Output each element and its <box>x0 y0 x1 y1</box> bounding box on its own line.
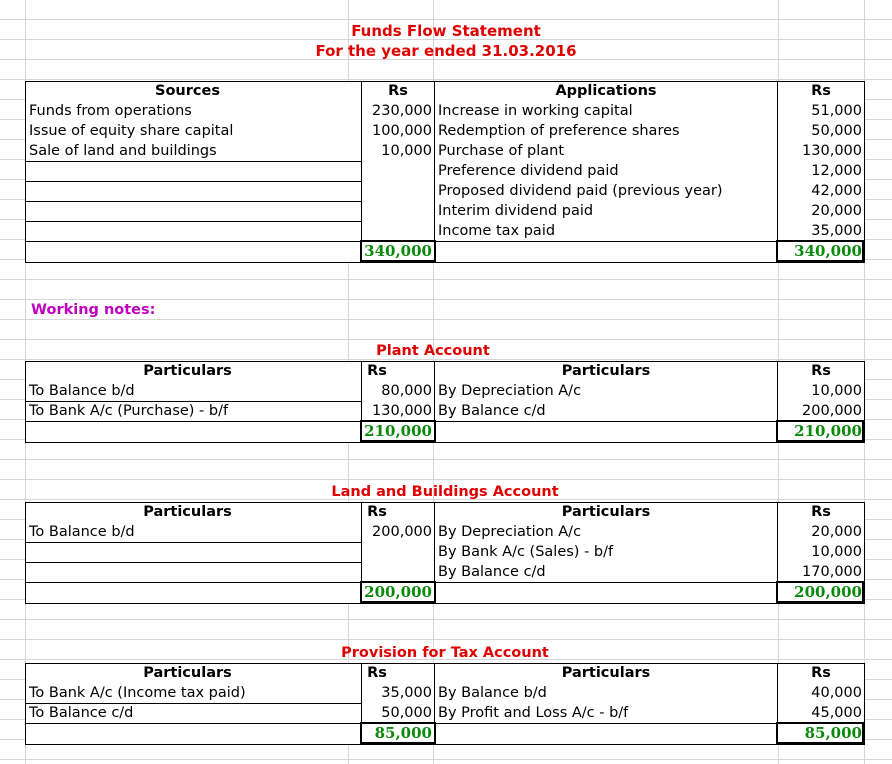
row-left-amount: 35,000 <box>381 685 432 701</box>
plant-account-title: Plant Account <box>376 343 490 359</box>
row-right-amount: 40,000 <box>811 685 862 701</box>
tax-account-table <box>25 663 865 745</box>
row-right-amount: 200,000 <box>802 403 862 419</box>
row-left-amount <box>362 563 434 582</box>
total-sources: 340,000 <box>364 242 432 260</box>
row-left-text <box>26 543 361 562</box>
row-right-text: By Depreciation A/c <box>438 383 582 399</box>
row-right-text: Proposed dividend paid (previous year) <box>438 183 723 199</box>
row-left-text: Funds from operations <box>29 103 192 119</box>
row-left-amount <box>362 202 434 221</box>
row-right-text: By Balance c/d <box>438 564 546 580</box>
row-right-amount: 42,000 <box>811 183 862 199</box>
row-left-amount: 100,000 <box>372 123 432 139</box>
row-left-amount <box>362 222 434 241</box>
rs-header: Rs <box>811 504 831 520</box>
row-left-amount: 50,000 <box>381 705 432 721</box>
plant-total-cr: 210,000 <box>794 422 862 440</box>
row-left-amount: 200,000 <box>372 524 432 540</box>
row-left-text <box>26 162 361 181</box>
plant-total-dr: 210,000 <box>364 422 432 440</box>
funds-flow-table <box>25 81 865 263</box>
tax-total-cr: 85,000 <box>804 724 862 742</box>
row-right-text: Redemption of preference shares <box>438 123 680 139</box>
sources-header: Sources <box>155 83 220 99</box>
row-right-text: By Bank A/c (Sales) - b/f <box>438 544 614 560</box>
plant-account-table <box>25 361 865 443</box>
rs-header: Rs <box>811 363 831 379</box>
tax-account-title: Provision for Tax Account <box>341 645 549 661</box>
row-left-text: Sale of land and buildings <box>29 143 217 159</box>
row-left-amount <box>362 543 434 562</box>
rs-header: Rs <box>811 83 831 99</box>
row-left-text <box>26 202 361 221</box>
working-notes-label: Working notes: <box>31 302 156 318</box>
row-right-text: By Balance c/d <box>438 403 546 419</box>
row-right-amount: 45,000 <box>811 705 862 721</box>
row-left-text <box>26 222 361 241</box>
row-left-amount: 130,000 <box>372 403 432 419</box>
statement-subtitle: For the year ended 31.03.2016 <box>315 42 577 60</box>
row-right-text: Preference dividend paid <box>438 163 619 179</box>
row-left-amount <box>362 162 434 181</box>
tax-total-dr: 85,000 <box>374 724 432 742</box>
applications-header: Applications <box>555 83 657 99</box>
particulars-header: Particulars <box>143 665 232 681</box>
row-left-text: To Balance c/d <box>29 705 134 721</box>
particulars-header: Particulars <box>143 363 232 379</box>
statement-title: Funds Flow Statement <box>351 22 541 40</box>
particulars-header: Particulars <box>561 363 651 379</box>
particulars-header: Particulars <box>561 504 651 520</box>
land-total-cr: 200,000 <box>794 583 862 601</box>
rs-header: Rs <box>811 665 831 681</box>
row-right-amount: 20,000 <box>811 524 862 540</box>
row-left-amount: 10,000 <box>381 143 432 159</box>
row-right-amount: 10,000 <box>811 544 862 560</box>
row-left-text: Issue of equity share capital <box>29 123 234 139</box>
row-left-amount: 80,000 <box>381 383 432 399</box>
row-right-amount: 170,000 <box>802 564 862 580</box>
row-right-amount: 130,000 <box>802 143 862 159</box>
particulars-header: Particulars <box>561 665 651 681</box>
rs-header: Rs <box>367 504 387 520</box>
rs-header: Rs <box>367 363 387 379</box>
row-left-text: To Balance b/d <box>29 524 135 540</box>
land-account-table <box>25 502 865 604</box>
row-right-text: By Depreciation A/c <box>438 524 582 540</box>
land-account-title: Land and Buildings Account <box>331 484 559 500</box>
row-right-amount: 12,000 <box>811 163 862 179</box>
row-right-text: Purchase of plant <box>438 143 565 159</box>
row-right-amount: 20,000 <box>811 203 862 219</box>
row-left-text <box>26 182 361 201</box>
row-right-text: Income tax paid <box>438 223 556 239</box>
row-left-text: To Bank A/c (Income tax paid) <box>29 685 246 701</box>
row-left-text: To Bank A/c (Purchase) - b/f <box>29 403 229 419</box>
row-right-text: By Balance b/d <box>438 685 547 701</box>
row-right-text: By Profit and Loss A/c - b/f <box>438 705 629 721</box>
row-right-amount: 10,000 <box>811 383 862 399</box>
row-left-text <box>26 563 361 582</box>
rs-header: Rs <box>367 665 387 681</box>
land-total-dr: 200,000 <box>364 583 432 601</box>
particulars-header: Particulars <box>143 504 232 520</box>
row-right-text: Increase in working capital <box>438 103 633 119</box>
row-left-amount <box>362 182 434 201</box>
total-applications: 340,000 <box>794 242 862 260</box>
row-right-text: Interim dividend paid <box>438 203 594 219</box>
row-right-amount: 51,000 <box>811 103 862 119</box>
row-left-text: To Balance b/d <box>29 383 135 399</box>
row-right-amount: 35,000 <box>811 223 862 239</box>
row-right-amount: 50,000 <box>811 123 862 139</box>
rs-header: Rs <box>388 83 408 99</box>
row-left-amount: 230,000 <box>372 103 432 119</box>
